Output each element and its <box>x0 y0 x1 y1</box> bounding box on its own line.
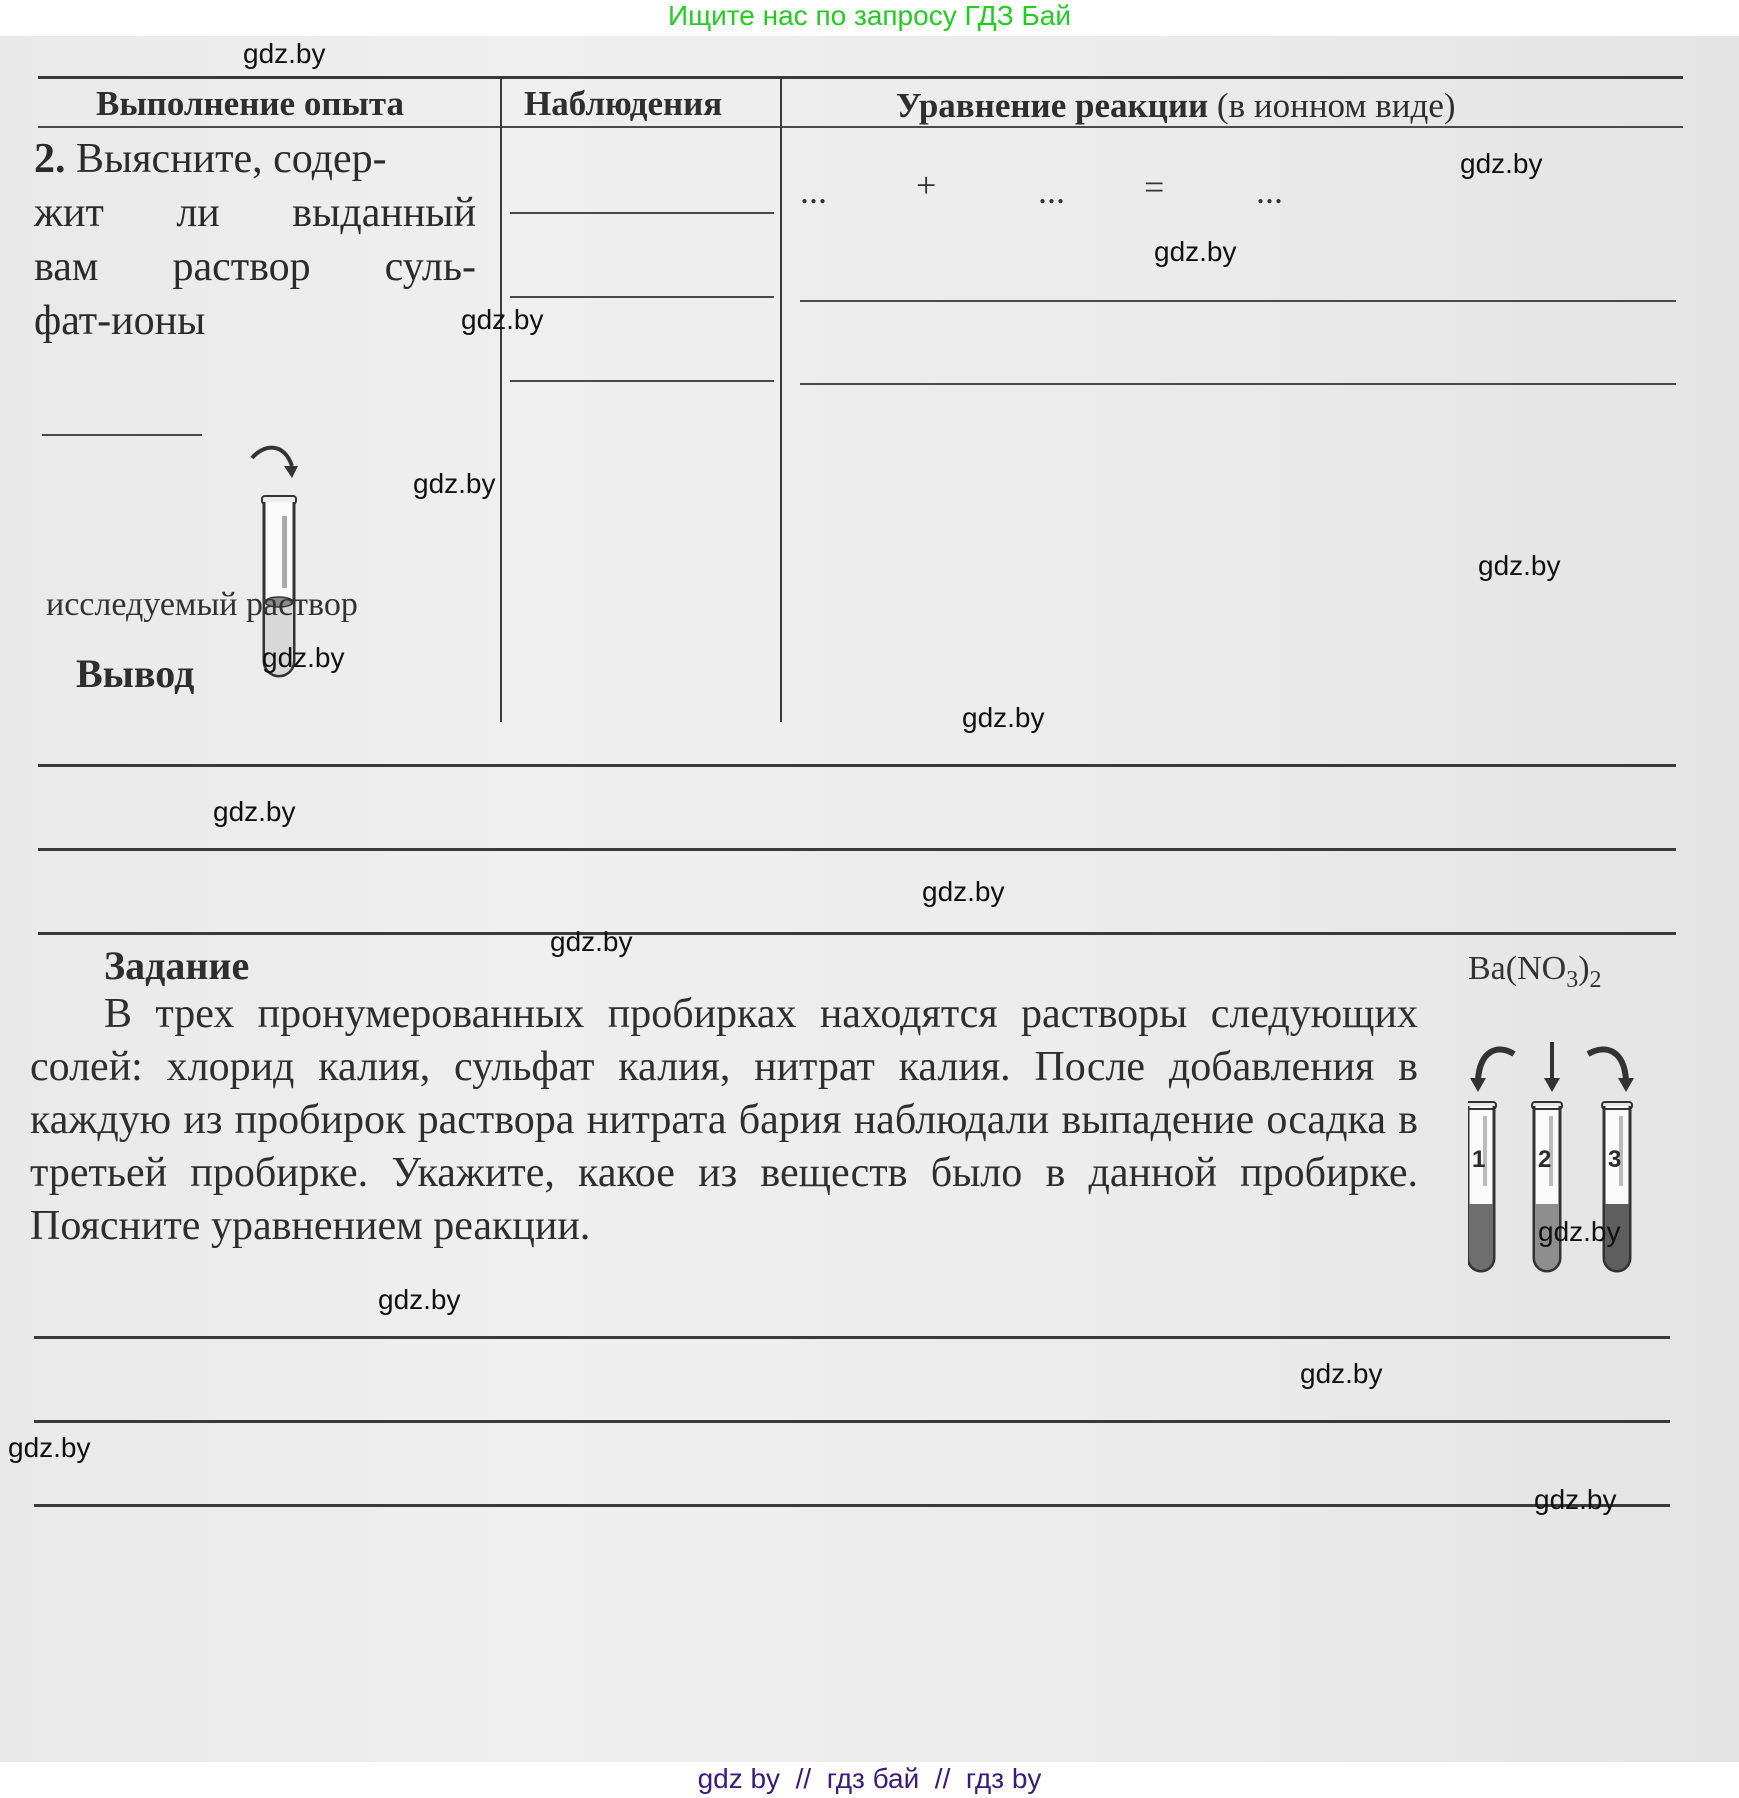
answer-line-1[interactable] <box>34 1336 1670 1339</box>
equation-answer-line-1[interactable] <box>800 300 1676 302</box>
task-line: фат-ионы <box>34 298 206 344</box>
assignment-heading: Задание <box>104 943 250 988</box>
workbook-page <box>0 36 1739 1762</box>
observation-answer-line-2[interactable] <box>510 296 774 298</box>
equation-reactant-2: ... <box>1038 171 1065 211</box>
conclusion-line-3[interactable] <box>38 932 1676 935</box>
table-top-rule <box>38 76 1683 79</box>
header-equation <box>896 86 1456 126</box>
tube-label-1: 1 <box>1472 1146 1486 1173</box>
header-procedure: Выполнение опыта <box>96 84 404 123</box>
watermark: gdz.by <box>1154 236 1237 267</box>
watermark: gdz.by <box>1478 550 1561 581</box>
procedure-answer-line[interactable] <box>42 434 202 436</box>
observation-answer-line-1[interactable] <box>510 212 774 214</box>
test-tube-1 <box>1468 1102 1496 1271</box>
tube-label-2: 2 <box>1538 1146 1552 1173</box>
watermark: gdz.by <box>1534 1484 1617 1515</box>
table-column-divider-2 <box>780 76 782 722</box>
watermark: gdz.by <box>1300 1358 1383 1389</box>
header-observations: Наблюдения <box>524 84 723 123</box>
watermark: gdz.by <box>1460 148 1543 179</box>
equation-product: ... <box>1256 171 1283 211</box>
conclusion-line-1[interactable] <box>38 764 1676 767</box>
illustration-caption: исследуемый раствор <box>46 586 358 623</box>
equation-plus: + <box>916 165 937 205</box>
equation-equals: = <box>1144 167 1165 207</box>
watermark: gdz.by <box>8 1432 91 1463</box>
answer-line-3[interactable] <box>34 1504 1670 1507</box>
watermark: gdz.by <box>213 796 296 827</box>
watermark: gdz.by <box>413 468 496 499</box>
table-header-rule <box>38 126 1683 128</box>
bottom-banner: gdz by // гдз бай // гдз by <box>0 1762 1739 1798</box>
header-equation-bold: Уравнение реакции <box>896 86 1209 125</box>
equation-reactant-1: ... <box>800 171 827 211</box>
watermark: gdz.by <box>243 38 326 69</box>
watermark: gdz.by <box>461 304 544 335</box>
watermark: gdz.by <box>378 1284 461 1315</box>
header-equation-normal: (в ионном виде) <box>1216 86 1456 125</box>
top-banner: Ищите нас по запросу ГДЗ Бай <box>0 0 1739 36</box>
tube-label-3: 3 <box>1608 1146 1622 1173</box>
observation-answer-line-3[interactable] <box>510 380 774 382</box>
conclusion-heading: Вывод <box>76 651 195 696</box>
watermark: gdz.by <box>262 642 345 673</box>
task-2-text <box>34 132 476 348</box>
watermark: gdz.by <box>550 926 633 957</box>
reagent-formula: $Ba(NO_3)_2$ <box>1468 950 1602 993</box>
watermark: gdz.by <box>962 702 1045 733</box>
watermark: gdz.by <box>922 876 1005 907</box>
task-number: 2. <box>34 136 66 182</box>
assignment-paragraph: В трех пронумерованных пробирках находятся растворы следующих солей: хлорид калия, сульфат калия, нитрат калия. После добавления в каждую из пробирок раствора нитрата бария наблюдали выпадение осадка в третьей пробирке. Укажите, какое из веществ было в данной пробирке. Поясните уравнением реакции. <box>30 991 1418 1249</box>
task-line: жит ли выданный <box>34 190 476 236</box>
task-line: 2. Выясните, содер- <box>34 136 387 182</box>
conclusion-line-2[interactable] <box>38 848 1676 851</box>
table-column-divider-1 <box>500 76 502 722</box>
watermark: gdz.by <box>1538 1216 1621 1247</box>
equation-answer-line-2[interactable] <box>800 383 1676 385</box>
answer-line-2[interactable] <box>34 1420 1670 1423</box>
task-line: вам раствор суль- <box>34 244 476 290</box>
